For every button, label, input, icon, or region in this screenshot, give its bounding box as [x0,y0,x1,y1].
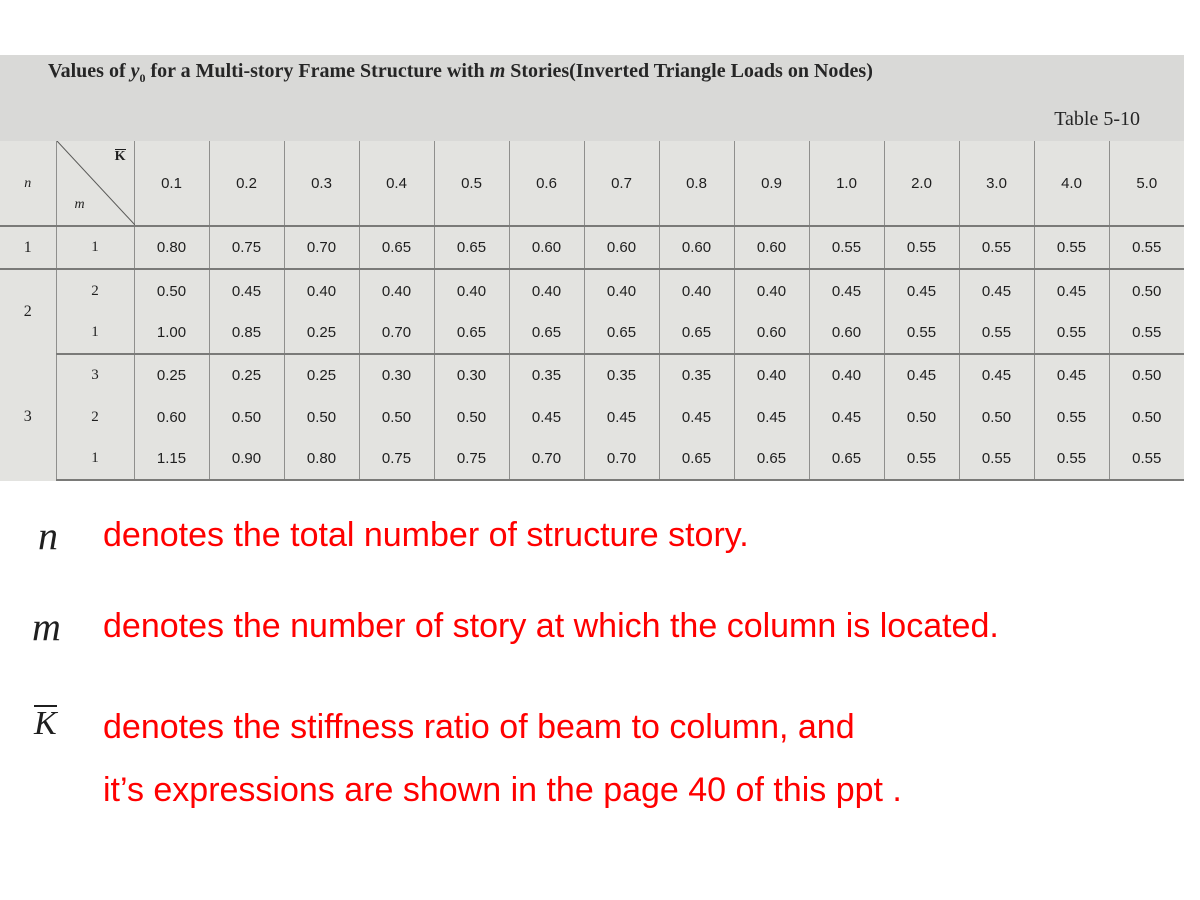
row-m-value: 2 [56,269,134,311]
title-symbol-m: m [489,60,506,82]
table-cell: 0.50 [434,396,509,437]
table-cell: 0.45 [959,269,1034,311]
table-cell: 0.80 [134,226,209,269]
table-cell: 0.55 [809,226,884,269]
title-text-start: Values of [48,60,131,82]
table-cell: 0.80 [284,438,359,480]
table-cell: 0.40 [734,269,809,311]
table-cell: 0.45 [584,396,659,437]
table-cell: 0.55 [1034,312,1109,354]
table-cell: 0.45 [1034,269,1109,311]
table-row [0,438,1184,480]
header-k-value: 0.6 [509,141,584,226]
table-cell: 0.40 [809,354,884,396]
header-k-value: 0.7 [584,141,659,226]
table-number: Table 5-10 [1054,108,1140,130]
table-cell: 0.40 [434,269,509,311]
table-cell: 0.55 [1034,438,1109,480]
table-cell: 0.55 [884,226,959,269]
table-cell: 0.25 [134,354,209,396]
row-n-value: 1 [0,226,56,269]
header-k-value: 1.0 [809,141,884,226]
table-cell: 0.60 [734,312,809,354]
table-cell: 0.25 [284,354,359,396]
table-title [48,60,1148,86]
header-k-label: K [114,149,126,164]
table-cell: 0.60 [509,226,584,269]
header-k-value: 5.0 [1109,141,1184,226]
header-corner-cell [56,141,134,226]
table-cell: 0.50 [959,396,1034,437]
title-text-end: Stories(Inverted Triangle Loads on Nodes) [505,60,873,82]
table-row [0,226,1184,269]
table-cell: 0.40 [584,269,659,311]
table-cell: 0.50 [209,396,284,437]
legend-k-text-line2: it’s expressions are shown in the page 40 of this ppt . [103,771,902,809]
table-cell: 0.40 [359,269,434,311]
table-cell: 0.60 [809,312,884,354]
table-cell: 0.50 [1109,396,1184,437]
table-cell: 0.70 [584,438,659,480]
legend-m-symbol: m [32,604,61,649]
table-cell: 0.35 [659,354,734,396]
legend-n-text: denotes the total number of structure story. [103,516,749,554]
table-cell: 0.65 [734,438,809,480]
title-subscript: 0 [139,71,146,85]
header-k-value: 2.0 [884,141,959,226]
yo-values-table [0,141,1184,481]
table-cell: 0.45 [884,269,959,311]
table-cell: 0.60 [584,226,659,269]
table-cell: 0.55 [1034,226,1109,269]
header-n: n [0,141,56,226]
table-cell: 0.45 [809,269,884,311]
table-cell: 0.40 [734,354,809,396]
table-cell: 0.45 [884,354,959,396]
legend-n [0,512,1200,562]
table-cell: 0.90 [209,438,284,480]
table-cell: 0.45 [809,396,884,437]
table-cell: 0.50 [134,269,209,311]
table-cell: 0.60 [134,396,209,437]
table-cell: 0.45 [734,396,809,437]
table-header-row [0,141,1184,226]
table-row [0,312,1184,354]
table-cell: 0.25 [284,312,359,354]
table-cell: 0.40 [659,269,734,311]
header-k-value: 3.0 [959,141,1034,226]
row-m-value: 3 [56,354,134,396]
table-cell: 0.65 [509,312,584,354]
table-cell: 0.75 [209,226,284,269]
table-cell: 0.25 [209,354,284,396]
table-cell: 0.65 [434,312,509,354]
table-cell: 0.55 [884,438,959,480]
table-cell: 0.60 [734,226,809,269]
title-text-middle: for a Multi-story Frame Structure with [145,60,490,82]
table-cell: 0.40 [509,269,584,311]
table-cell: 0.55 [1109,312,1184,354]
header-m-label: m [74,197,85,212]
legend-m [0,603,1200,653]
table-cell: 0.70 [509,438,584,480]
table-cell: 0.45 [1034,354,1109,396]
table-cell: 0.45 [659,396,734,437]
table-cell: 0.30 [359,354,434,396]
table-cell: 0.65 [434,226,509,269]
table-cell: 0.50 [1109,269,1184,311]
table-cell: 0.55 [1109,438,1184,480]
legend-k-symbol: K [34,705,57,742]
legend-m-text: denotes the number of story at which the column is located. [103,607,999,645]
table-cell: 0.45 [209,269,284,311]
table-cell: 0.65 [809,438,884,480]
table-cell: 0.45 [509,396,584,437]
header-k-value: 0.5 [434,141,509,226]
table-cell: 1.15 [134,438,209,480]
row-m-value: 1 [56,312,134,354]
header-k-value: 0.1 [134,141,209,226]
table-cell: 0.85 [209,312,284,354]
header-k-value: 0.4 [359,141,434,226]
table-cell: 0.70 [284,226,359,269]
table-cell: 0.55 [1109,226,1184,269]
table-row [0,269,1184,311]
row-m-value: 1 [56,438,134,480]
row-n-value: 3 [23,408,32,426]
table-cell: 0.50 [284,396,359,437]
table-cell: 0.75 [434,438,509,480]
table-cell: 0.55 [884,312,959,354]
table-cell: 0.65 [659,438,734,480]
header-k-value: 4.0 [1034,141,1109,226]
header-k-value: 0.2 [209,141,284,226]
legend-k [0,705,1200,815]
title-symbol-y: y [130,60,140,82]
row-n-value: 2 [23,303,32,321]
table-cell: 0.35 [509,354,584,396]
table-cell: 0.45 [959,354,1034,396]
legend-n-symbol: n [38,513,58,558]
table-row [0,396,1184,437]
header-k-value: 0.8 [659,141,734,226]
row-m-value: 1 [56,226,134,269]
table-cell: 0.50 [359,396,434,437]
table-cell: 0.50 [884,396,959,437]
table-cell: 0.65 [584,312,659,354]
table-cell: 0.50 [1109,354,1184,396]
row-m-value: 2 [56,396,134,437]
table-cell: 1.00 [134,312,209,354]
table-cell: 0.70 [359,312,434,354]
table-cell: 0.55 [959,312,1034,354]
table-cell: 0.65 [659,312,734,354]
table-cell: 0.30 [434,354,509,396]
table-cell: 0.75 [359,438,434,480]
table-cell: 0.35 [584,354,659,396]
header-k-value: 0.3 [284,141,359,226]
header-k-value: 0.9 [734,141,809,226]
table-cell: 0.40 [284,269,359,311]
table-cell: 0.55 [959,226,1034,269]
table-cell: 0.60 [659,226,734,269]
table-cell: 0.65 [359,226,434,269]
table-cell: 0.55 [959,438,1034,480]
table-row [0,354,1184,396]
table-cell: 0.55 [1034,396,1109,437]
legend-k-text-line1: denotes the stiffness ratio of beam to column, and [103,708,855,746]
